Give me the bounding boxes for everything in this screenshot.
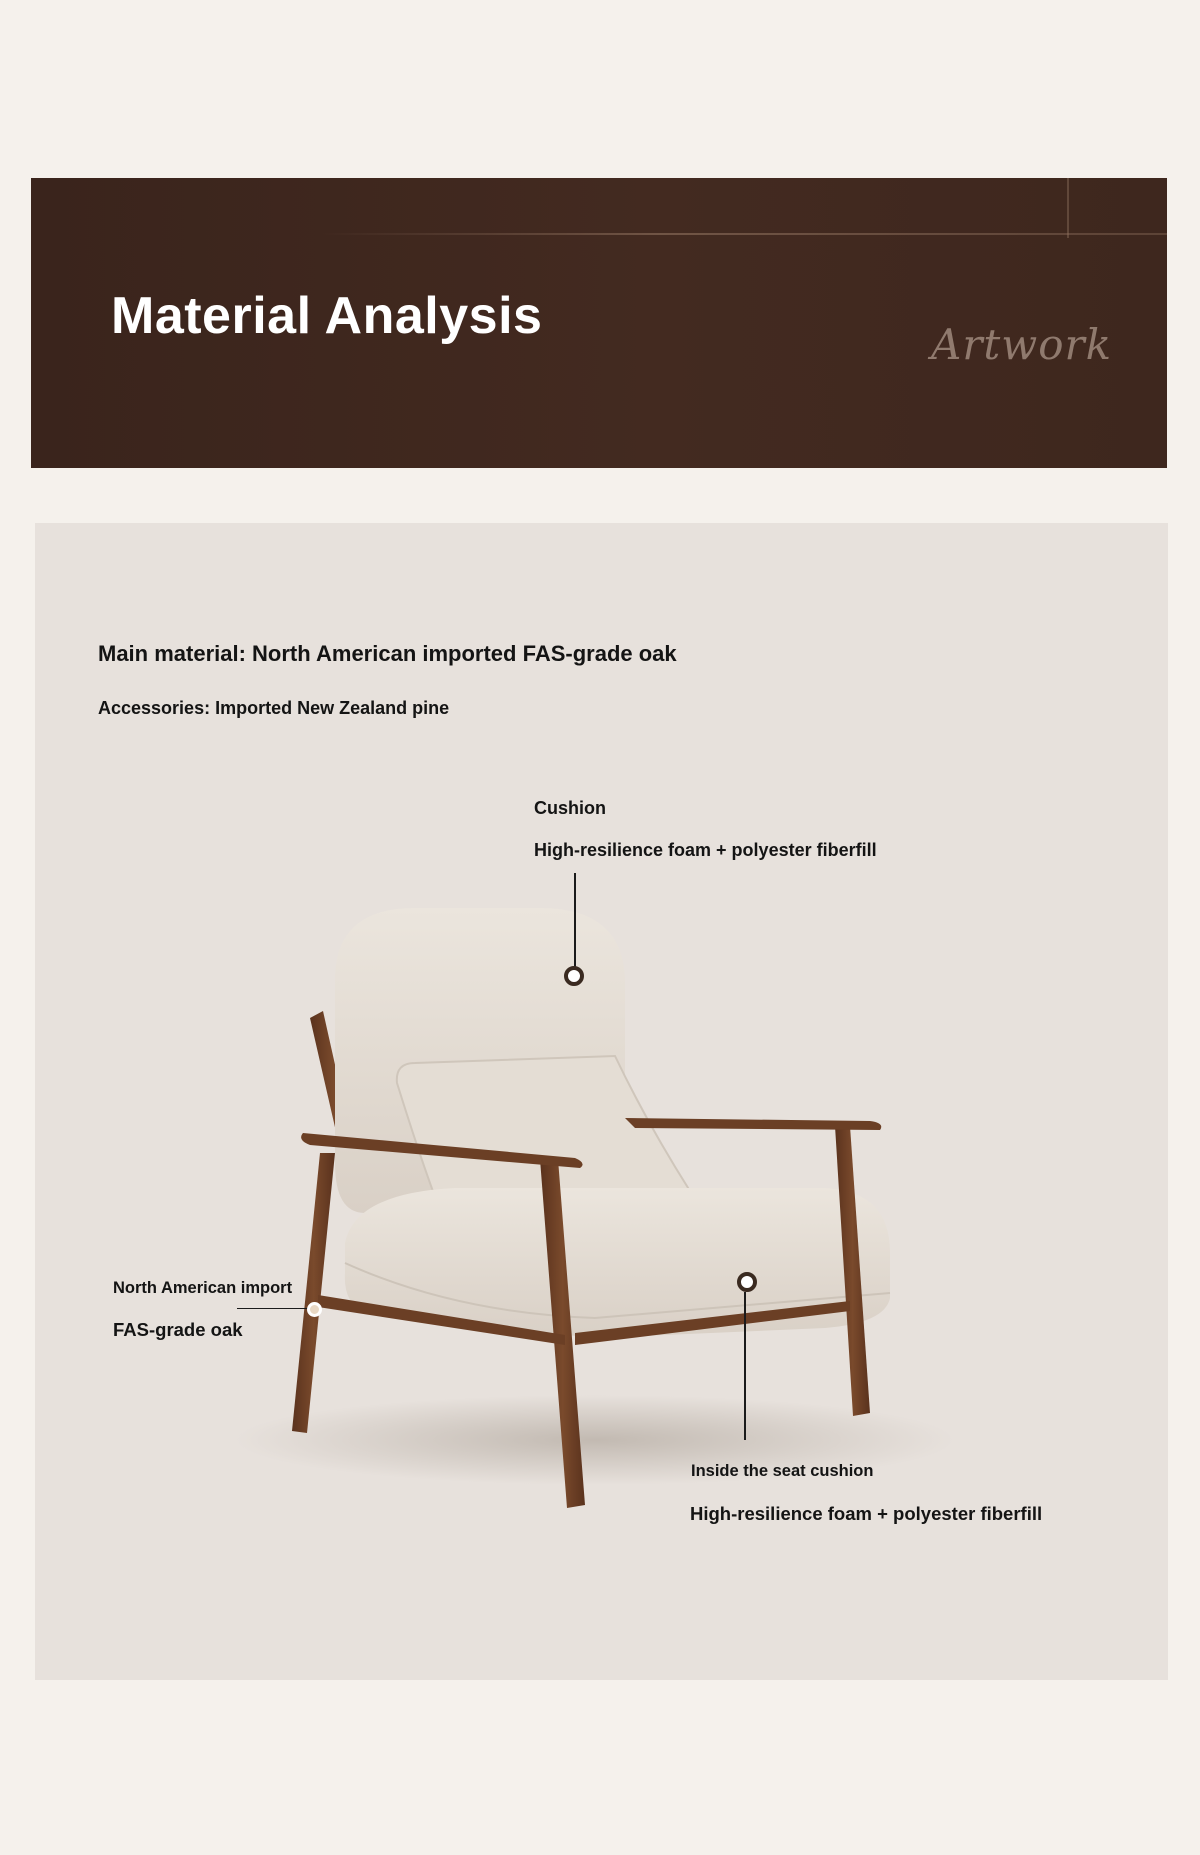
frame-label: North American import: [113, 1279, 293, 1297]
material-panel: [35, 523, 1168, 1680]
seat-label: Inside the seat cushion: [691, 1462, 874, 1480]
seat-detail: High-resilience foam + polyester fiberfill: [690, 1503, 1043, 1524]
header-banner: [31, 178, 1167, 468]
signature-logo: Artwork: [931, 320, 1113, 369]
frame-leader-line: [237, 1308, 309, 1309]
decorative-line: [1067, 178, 1069, 238]
cushion-detail: High-resilience foam + polyester fiberfill: [534, 840, 877, 860]
main-material-text: Main material: North American imported FAS-grade oak: [98, 641, 677, 666]
cushion-label: Cushion: [534, 798, 606, 818]
decorative-line: [321, 233, 1167, 235]
page-title: Material Analysis: [111, 287, 543, 345]
cushion-marker-icon: [564, 966, 584, 986]
frame-detail: FAS-grade oak: [113, 1319, 243, 1340]
accessories-text: Accessories: Imported New Zealand pine: [98, 698, 450, 718]
cushion-leader-line: [574, 873, 576, 968]
seat-leader-line: [744, 1292, 746, 1440]
seat-marker-icon: [737, 1272, 757, 1292]
frame-marker-icon: [307, 1302, 322, 1317]
